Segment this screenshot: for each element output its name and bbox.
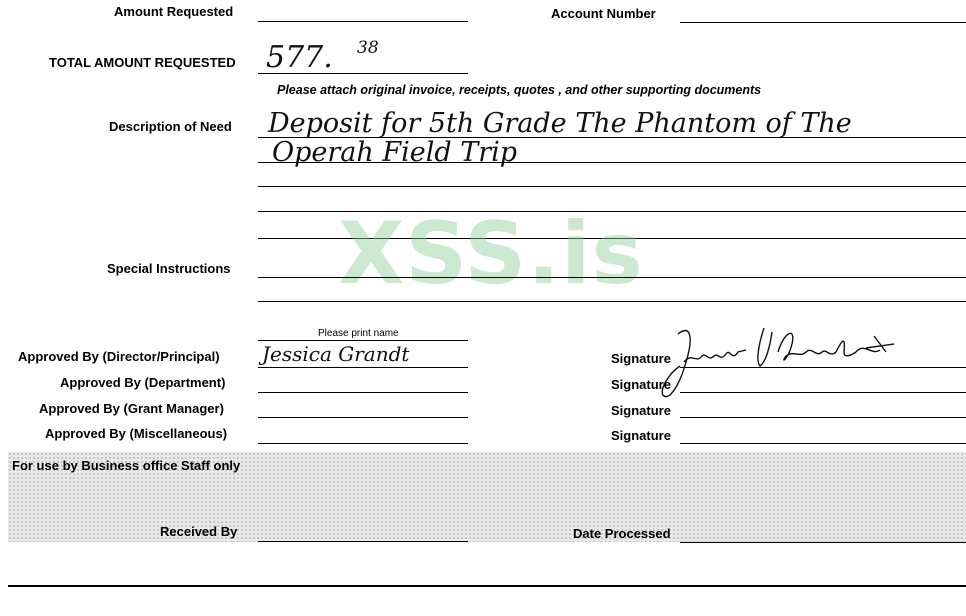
misc-signature-line[interactable] <box>680 443 966 444</box>
approved-grant-manager-label: Approved By (Grant Manager) <box>39 401 224 416</box>
signature-label: Signature <box>611 351 671 366</box>
approved-director-label: Approved By (Director/Principal) <box>18 349 220 364</box>
date-processed-line[interactable] <box>680 542 966 543</box>
print-name-hint: Please print name <box>318 328 399 339</box>
signature-label: Signature <box>611 377 671 392</box>
special-instructions-line[interactable] <box>258 277 966 278</box>
amount-requested-label: Amount Requested <box>114 4 234 19</box>
total-amount-cents: 38 <box>357 38 379 58</box>
total-amount-value: 577. <box>266 40 333 75</box>
department-name-line[interactable] <box>258 392 468 393</box>
description-line[interactable] <box>258 186 966 187</box>
date-processed-label: Date Processed <box>573 526 671 541</box>
description-line-1: Deposit for 5th Grade The Phantom of The <box>268 108 852 139</box>
handwritten-signature <box>660 322 910 412</box>
signature-label: Signature <box>611 428 671 443</box>
account-number-label: Account Number <box>551 6 656 21</box>
watermark: XSS.is <box>338 204 644 304</box>
special-instructions-line[interactable] <box>258 301 966 302</box>
description-line[interactable] <box>258 137 966 138</box>
misc-name-line[interactable] <box>258 443 468 444</box>
amount-requested-line[interactable] <box>258 21 468 22</box>
total-amount-line[interactable] <box>258 73 468 74</box>
approved-department-label: Approved By (Department) <box>60 375 226 390</box>
special-instructions-label: Special Instructions <box>107 261 231 276</box>
description-label: Description of Need <box>109 119 232 134</box>
grant-manager-signature-line[interactable] <box>680 417 966 418</box>
director-printed-name: Jessica Grandt <box>262 342 410 366</box>
description-line-2: Operah Field Trip <box>272 137 518 168</box>
received-by-label: Received By <box>160 524 238 539</box>
director-name-line[interactable] <box>258 367 468 368</box>
bottom-divider <box>8 585 966 587</box>
total-amount-label: TOTAL AMOUNT REQUESTED <box>49 55 236 70</box>
account-number-line[interactable] <box>680 22 966 23</box>
approved-misc-label: Approved By (Miscellaneous) <box>45 426 228 441</box>
grant-manager-name-line[interactable] <box>258 417 468 418</box>
print-name-top-line <box>258 340 468 341</box>
business-office-header: For use by Business office Staff only <box>12 458 241 473</box>
description-line[interactable] <box>258 162 966 163</box>
received-by-line[interactable] <box>258 541 468 542</box>
attach-documents-note: Please attach original invoice, receipts, quotes , and other supporting documents <box>277 83 762 97</box>
signature-label: Signature <box>611 403 671 418</box>
